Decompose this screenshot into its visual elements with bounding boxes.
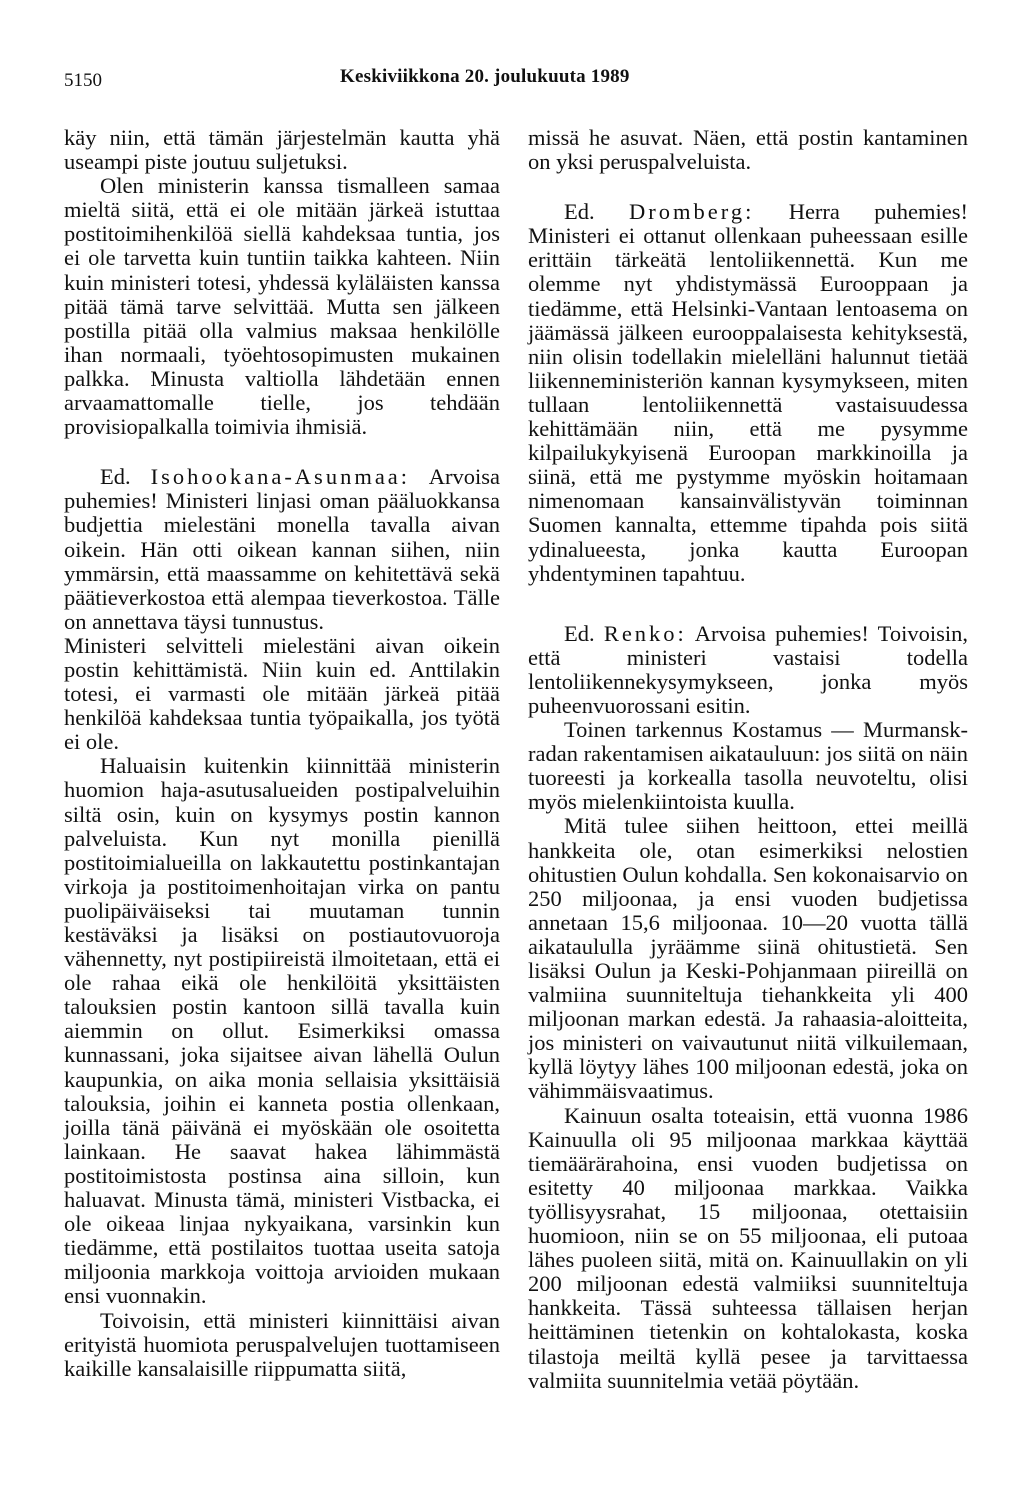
paragraph: Kainuun osalta toteaisin, että vuonna 1986 Kainuulla oli 95 miljoonaa markkaa käyttää tiemäärärahoina, ensi vuoden budjetissa on esitetty 40 miljoonaa markkaa. Vaikka työllisyysrahat, 15 miljoonaa, otettaisiin huomioon, niin se on 55 miljoonaa, eli putoaa lähes puoleen siitä, mitä on. Kainuullakin on yli 200 miljoonan edestä valmiiksi suunniteltuja hankkeita. Tässä suhteessa tällaisen herjan heittäminen tietenkin on kohtalokasta, koska tilastoja meiltä kyllä pesee ja tarvittaessa valmiita suunnitelmia vetää pöytään.: [528, 1102, 968, 1393]
speech-prefix: Ed.: [100, 464, 151, 490]
speech-text: Arvoisa puhemies! Toivoisin, että ministeri vastaisi todella lentoliikennekysymykseen, jonka myös puheenvuorossani esitin.: [528, 620, 968, 718]
paragraph: Olen ministerin kanssa tismalleen samaa mieltä siitä, että ei ole mitään järkeä istuttaa postitoimihenkilöä siellä kahdeksaa tuntia, jos ei ole tarvetta kuin tuntiin taikka kahteen. Niin kuin ministeri totesi, yhdessä kyläläisten kanssa pitää tämä tarve selvittää. Mutta sen jälkeen postilla pitää olla valmius maksaa henkilölle ihan normaali, työehtosopimusten mukainen palkka. Minusta valtiolla lähdetään ennen arvaamattomalle tielle, jos tehdään provisiopalkalla toimivia ihmisiä.: [64, 173, 500, 440]
speech-paragraph: [528, 200, 968, 586]
running-head: Keskiviikkona 20. joulukuuta 1989: [340, 66, 630, 87]
right-column: [528, 126, 968, 1393]
paragraph: Toivoisin, että ministeri kiinnittäisi aivan erityistä huomiota peruspalvelujen tuottamiseen kaikille kansalaisille riippumatta siitä,: [64, 1307, 500, 1381]
speech-prefix: Ed.: [564, 620, 604, 646]
paragraph: Ministeri selvitteli mielestäni aivan oikein postin kehittämistä. Niin kuin ed. Anttilakin totesi, ei varmasti ole mitään järkeä pitää henkilöä kahdeksaa tuntia työpaikalla, jos työtä ei ole.: [64, 632, 500, 755]
paragraph: käy niin, että tämän järjestelmän kautta yhä useampi piste joutuu suljetuksi.: [64, 125, 500, 175]
paragraph: Haluaisin kuitenkin kiinnittää ministerin huomion haja-asutusalueiden postipalveluihin siltä osin, kuin on kysymys postin kannon palveluista. Kun nyt monilla pienillä postitoimialueilla on lakkautettu postinkantajan virkoja ja postitoimenhoitajan virka on pantu puolipäiväiseksi tai muutaman tunnin kestäväksi ja lisäksi on postiautovuoroja vähennetty, nyt postipiireistä ilmoitetaan, että ei ole rahaa eikä ole henkilöitä yksittäisten talouksien postin kantoon sillä tavalla kuin aiemmin on ollut. Esimerkiksi omassa kunnassani, joka sijaitsee aivan lähellä Oulun kaupunkia, on aika monia sellaisia yksittäisiä talouksia, joihin ei kanneta postia ollenkaan, joilla tänä päivänä ei myöskään ole osoitetta lainkaan. He saavat hakea lähimmästä postitoimistosta postinsa aina silloin, kun haluavat. Minusta tämä, ministeri Vistbacka, ei ole oikeaa linjaa nykyaikana, varsinkin kun tiedämme, että postilaitos tuottaa useita satoja miljoonia markkoja voittoja arvioiden mukaan ensi vuonnakin.: [64, 753, 500, 1309]
paragraph: Toinen tarkennus Kostamus — Murmansk-radan rakentamisen aikatauluun: jos siitä on näin tuoreesti ja korkealla tasolla neuvoteltu, olisi myös mielenkiintoista kuulla.: [528, 717, 968, 815]
page-number: 5150: [64, 70, 102, 91]
speaker-name: Renko:: [603, 620, 687, 646]
paragraph: missä he asuvat. Näen, että postin kantaminen on yksi peruspalveluista.: [528, 125, 968, 175]
speech-text: Arvoisa puhemies! Ministeri linjasi oman pääluokkansa budjettia mielestäni monella tavalla aivan oikein. Hän otti oikean kannan siihen, niin ymmärsin, että maassamme on kehitettävä sekä päätieverkostoa että alempaa tieverkostoa. Tälle on annettava täysi tunnustus.: [64, 464, 501, 634]
speech-paragraph: [64, 465, 500, 634]
left-column: [64, 126, 500, 1381]
speech-prefix: Ed.: [564, 199, 629, 225]
paragraph: Mitä tulee siihen heittoon, ettei meillä hankkeita ole, otan esimerkiksi nelostien ohitustien Oulun kohdalla. Sen kokonaisarvio on 250 miljoonaa, ja ensi vuoden budjetissa annetaan 15,6 miljoonaa. 10—20 vuotta tällä aikataululla jyräämme siinä ohitustietä. Sen lisäksi Oulun ja Keski-Pohjanmaan piireillä on valmiina suunniteltuja tiehankkeita yli 400 miljoonan markan edestä. Ja rahaasia-aloitteita, jos ministeri on vaivautunut niitä vilkuilemaan, kyllä löytyy lähes 100 miljoonan edestä, joka on vähimmäisvaatimus.: [528, 813, 968, 1104]
speech-text: Herra puhemies! Ministeri ei ottanut ollenkaan puheessaan esille erittäin tärkeätä lentoliikennettä. Kun me olemme nyt yhdistymässä Eurooppaan ja tiedämme, että Helsinki-Vantaan lentoasema on jäämässä jälkeen eurooppalaisesta kehityksestä, niin olisin todellakin mielelläni halunnut tietää liikenneministeriön kannan kysymykseen, miten tullaan lentoliikennettä vastaisuudessa kehittämään niin, että me pysymme kilpailukykyisenä Euroopan markkinoilla ja siinä, että me pystymme myöskin hoitamaan nimenomaan kansainvälistyvän toiminnan Suomen kannalta, ettemme tipahda pois siitä ydinalueesta, jonka kautta Euroopan yhdentyminen tapahtuu.: [528, 199, 968, 586]
speech-paragraph: [528, 622, 968, 718]
speaker-name: Isohookana-Asunmaa:: [150, 464, 411, 490]
speaker-name: Dromberg:: [629, 199, 755, 225]
